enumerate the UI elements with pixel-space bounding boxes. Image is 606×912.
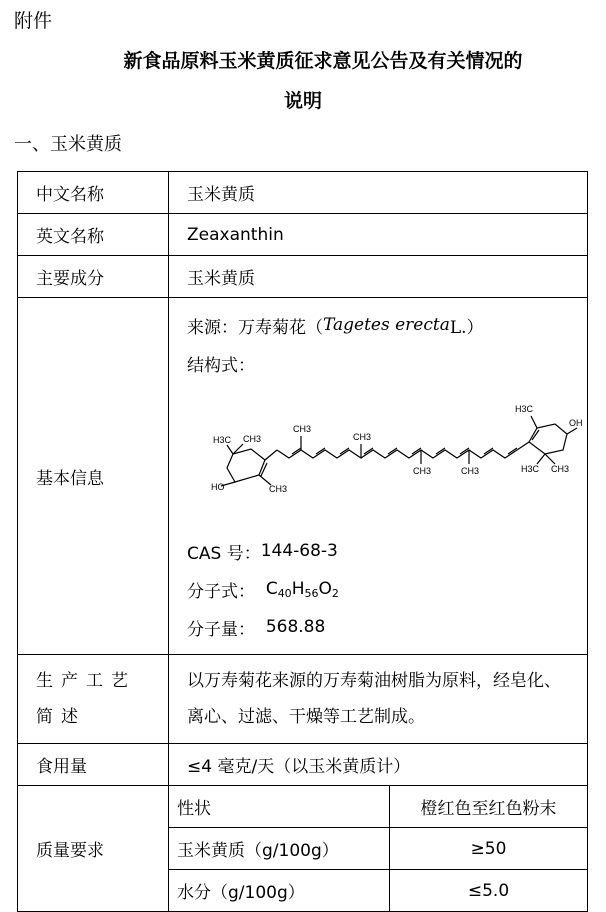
quality-name: 性状 bbox=[169, 786, 390, 828]
row-dosage bbox=[18, 744, 588, 786]
component-label: 主要成分 bbox=[18, 256, 169, 298]
mw-label: 分子量： bbox=[187, 619, 255, 640]
en-name-value: Zeaxanthin bbox=[169, 214, 588, 256]
oh-label-right: OH bbox=[569, 418, 583, 428]
row-component bbox=[18, 256, 588, 298]
ch3-label-chain2: CH3 bbox=[353, 432, 372, 442]
section-heading: 一、玉米黄质 bbox=[14, 134, 122, 155]
quality-name: 水分（g/100g） bbox=[169, 870, 390, 912]
cas-line bbox=[187, 532, 577, 570]
ch3-label-ring: CH3 bbox=[243, 434, 262, 444]
page-title: 新食品原料玉米黄质征求意见公告及有关情况的 bbox=[123, 50, 523, 72]
basic-info-label: 基本信息 bbox=[18, 298, 169, 655]
row-quality bbox=[18, 786, 588, 912]
row-cn-name bbox=[18, 172, 588, 214]
cn-name-label: 中文名称 bbox=[18, 172, 169, 214]
formula-line bbox=[187, 570, 577, 608]
quality-value: ≥50 bbox=[390, 828, 588, 870]
component-value: 玉米黄质 bbox=[169, 256, 588, 298]
ch3-label-chain4: CH3 bbox=[461, 466, 480, 476]
quality-cell bbox=[169, 786, 588, 912]
quality-row bbox=[169, 828, 587, 870]
info-table bbox=[17, 171, 588, 912]
structure-formula bbox=[187, 382, 583, 532]
quality-name: 玉米黄质（g/100g） bbox=[169, 828, 390, 870]
quality-table bbox=[169, 786, 587, 911]
row-process bbox=[18, 655, 588, 744]
row-basic-info bbox=[18, 298, 588, 655]
basic-info-cell bbox=[169, 298, 588, 655]
quality-row bbox=[169, 786, 587, 828]
ch3-label-chain3: CH3 bbox=[413, 466, 432, 476]
dosage-value: ≤4 毫克/天（以玉米黄质计） bbox=[169, 744, 588, 786]
cn-name-value: 玉米黄质 bbox=[169, 172, 588, 214]
h3c-label-left: H3C bbox=[213, 435, 232, 445]
structure-label: 结构式： bbox=[187, 355, 255, 376]
quality-row bbox=[169, 870, 587, 912]
mw-value: 568.88 bbox=[265, 617, 326, 637]
zeaxanthin-structure-diagram bbox=[185, 382, 585, 532]
source-prefix: 来源：万寿菊花（ bbox=[187, 317, 323, 338]
formula-value: $C_{40}H_{56}O_2$ bbox=[265, 578, 339, 600]
ho-label-left: HO bbox=[211, 482, 225, 492]
process-label: 生产工艺简述 bbox=[18, 655, 169, 744]
attachment-label: 附件 bbox=[14, 10, 53, 32]
quality-value: ≤5.0 bbox=[467, 880, 510, 901]
process-value: 以万寿菊花来源的万寿菊油树脂为原料，经皂化、离心、过滤、干燥等工艺制成。 bbox=[169, 655, 588, 744]
source-line bbox=[187, 306, 577, 344]
ch3-label-chain1: CH3 bbox=[293, 424, 312, 434]
page-title-line2: 说明 bbox=[283, 90, 322, 112]
cas-label: CAS 号： bbox=[187, 543, 261, 564]
dosage-label: 食用量 bbox=[18, 744, 169, 786]
h3c-label-right: H3C bbox=[515, 404, 534, 414]
quality-value: 橙红色至红色粉末 bbox=[390, 786, 588, 828]
formula-label: 分子式： bbox=[187, 581, 255, 602]
h3c-label-right-bottom: H3C bbox=[521, 464, 540, 474]
source-suffix: L.） bbox=[449, 317, 484, 338]
row-en-name bbox=[18, 214, 588, 256]
source-latin: Tagetes erecta bbox=[323, 315, 450, 335]
ch3-label-right-bottom: CH3 bbox=[551, 464, 570, 474]
cas-value: 144-68-3 bbox=[260, 541, 338, 561]
quality-label: 质量要求 bbox=[18, 786, 169, 912]
en-name-label: 英文名称 bbox=[18, 214, 169, 256]
ch3-label-ring-bottom: CH3 bbox=[269, 484, 288, 494]
mw-line bbox=[187, 608, 577, 646]
